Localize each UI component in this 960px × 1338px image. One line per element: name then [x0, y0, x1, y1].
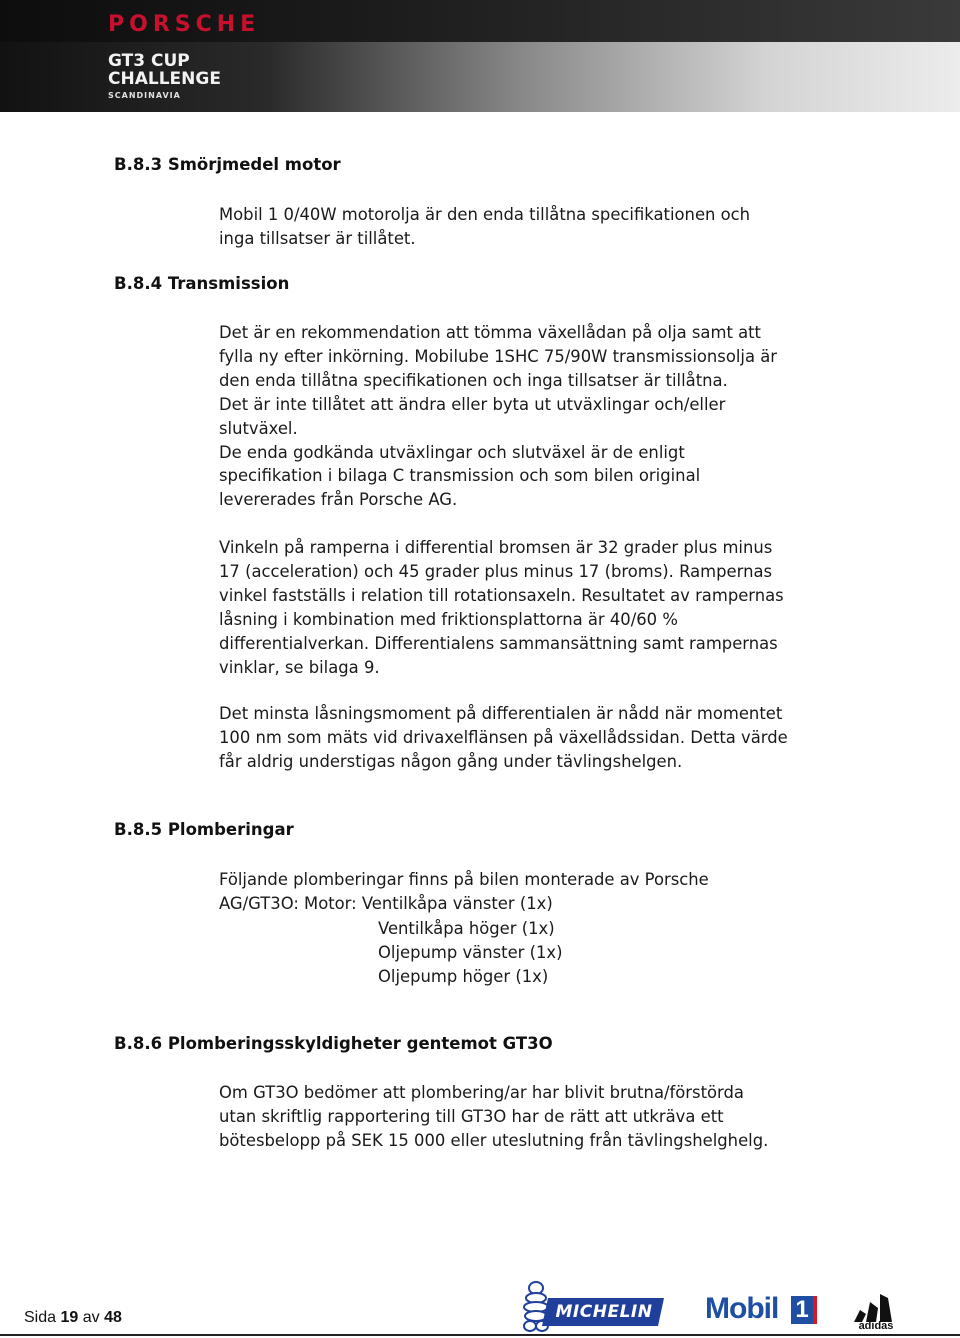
text-line: 100 nm som mäts vid drivaxelflänsen på växellådssidan. Detta värde	[219, 727, 788, 747]
seal-list-item: Oljepump höger (1x)	[378, 967, 549, 986]
text-line: AG/GT3O: Motor: Ventilkåpa vänster (1x)	[219, 893, 553, 913]
text-line: 17 (acceleration) och 45 grader plus minus 17 (broms). Rampernas	[219, 561, 773, 581]
seal-list-item: Ventilkåpa höger (1x)	[378, 919, 555, 938]
paragraph-b84-3	[219, 702, 859, 774]
page-mid: av	[82, 1309, 100, 1326]
adidas-wordmark: adidas	[858, 1320, 894, 1332]
text-line: låsning i kombination med friktionsplattorna är 40/60 %	[219, 609, 678, 629]
text-line: inga tillsatser är tillåtet.	[219, 228, 416, 248]
text-line: specifikation i bilaga C transmission och som bilen original	[219, 466, 701, 486]
section-heading-b84: B.8.4 Transmission	[114, 274, 290, 293]
michelin-wordmark: MICHELIN	[555, 1302, 653, 1322]
michelin-logo	[518, 1280, 664, 1334]
section-heading-b86: B.8.6 Plomberingsskyldigheter gentemot GT3O	[114, 1034, 553, 1053]
adidas-logo	[852, 1294, 900, 1334]
text-line: Det är en rekommendation att tömma växellådan på olja samt att	[219, 323, 761, 342]
porsche-logo: PORSCHE	[108, 12, 261, 37]
series-logo	[108, 52, 221, 88]
text-line: De enda godkända utväxlingar och slutväxel är de enligt	[219, 442, 685, 462]
text-line: den enda tillåtna specifikationen och inga tillsatser är tillåtna.	[219, 370, 728, 390]
section-heading-b85: B.8.5 Plomberingar	[114, 820, 294, 839]
text-line: Om GT3O bedömer att plombering/ar har blivit brutna/förstörda	[219, 1083, 744, 1102]
text-line: Följande plomberingar finns på bilen monterade av Porsche	[219, 870, 709, 889]
total-pages: 48	[104, 1309, 122, 1326]
series-region: SCANDINAVIA	[108, 91, 181, 100]
mobil-one-badge: 1	[791, 1296, 817, 1324]
text-line: Mobil 1 0/40W motorolja är den enda tillåtna specifikationen och	[219, 205, 751, 224]
text-line: vinklar, se bilaga 9.	[219, 657, 380, 677]
paragraph-b85	[219, 868, 859, 916]
page-prefix: Sida	[24, 1309, 57, 1326]
text-line: Vinkeln på ramperna i differential bromsen är 32 grader plus minus	[219, 538, 773, 557]
paragraph-b84-1	[219, 321, 859, 512]
text-line: utan skriftlig rapportering till GT3O har de rätt att utkräva ett	[219, 1106, 724, 1126]
text-line: vinkel fastställs i relation till rotationsaxeln. Resultatet av rampernas	[219, 585, 784, 605]
paragraph-b86	[219, 1081, 859, 1153]
text-line: Det minsta låsningsmoment på differentialen är nådd när momentet	[219, 704, 783, 723]
mobil1-logo	[705, 1294, 817, 1326]
text-line: bötesbelopp på SEK 15 000 eller uteslutning från tävlingshelghelg.	[219, 1130, 769, 1150]
header-banner	[0, 0, 960, 112]
text-line: levererades från Porsche AG.	[219, 490, 458, 510]
adidas-stripes-icon	[852, 1294, 900, 1322]
section-heading-b83: B.8.3 Smörjmedel motor	[114, 155, 341, 174]
text-line: Det är inte tillåtet att ändra eller byta ut utväxlingar och/eller	[219, 394, 726, 414]
page-number	[24, 1309, 122, 1329]
paragraph-b83	[219, 203, 859, 251]
text-line: fylla ny efter inkörning. Mobilube 1SHC 75/90W transmissionsolja är	[219, 346, 778, 366]
series-line-1: GT3 CUP	[108, 51, 190, 71]
text-line: differentialverkan. Differentialens sammansättning samt rampernas	[219, 633, 778, 653]
text-line: får aldrig understigas någon gång under tävlingshelgen.	[219, 751, 683, 771]
current-page: 19	[60, 1309, 79, 1326]
mobil-wordmark: Mobil	[705, 1292, 779, 1325]
text-line: slutväxel.	[219, 418, 298, 438]
series-line-2: CHALLENGE	[108, 69, 221, 89]
seal-list-item: Oljepump vänster (1x)	[378, 943, 563, 962]
paragraph-b84-2	[219, 536, 859, 679]
